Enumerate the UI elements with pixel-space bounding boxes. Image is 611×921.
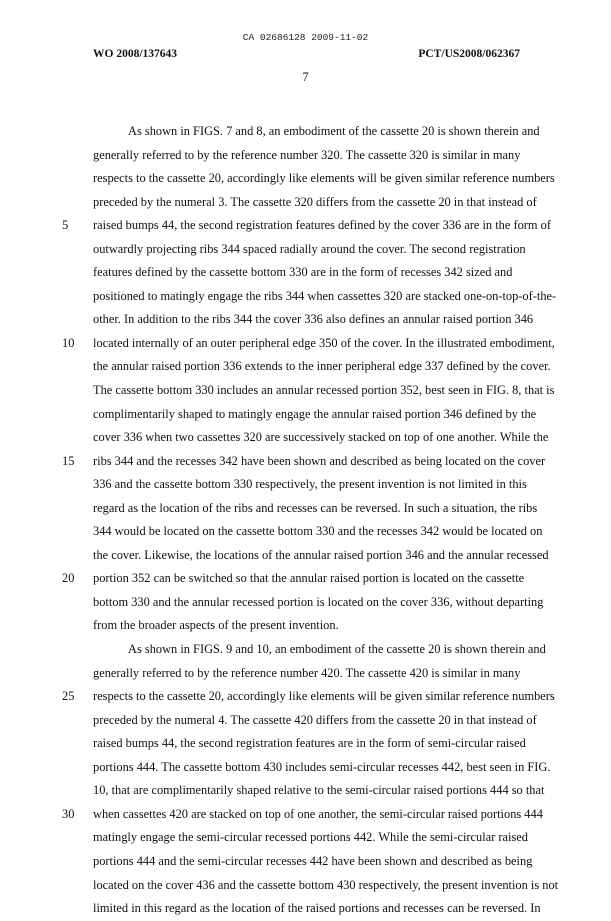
line-text: generally referred to by the reference number 320. The cassette 320 is similar in many: [93, 147, 521, 162]
line-text: regard as the location of the ribs and recesses can be reversed. In such a situation, the ribs: [93, 500, 538, 515]
line-text: bottom 330 and the annular recessed portion is located on the cover 336, without departing: [93, 594, 544, 609]
line-number: 10: [62, 335, 75, 350]
line-number: 20: [62, 571, 75, 586]
text-line: [0, 403, 611, 427]
ca-filing-stamp: CA 02686128 2009-11-02: [242, 32, 369, 43]
line-text: the annular raised portion 336 extends to the inner peripheral edge 337 defined by the cover.: [93, 359, 551, 374]
line-text: cover 336 when two cassettes 320 are successively stacked on top of one another. While the: [93, 430, 549, 445]
application-number: PCT/US2008/062367: [418, 48, 520, 60]
page-number: 7: [302, 70, 309, 84]
line-text: complimentarily shaped to matingly engage the annular raised portion 346 defined by the: [93, 406, 537, 421]
line-text: outwardly projecting ribs 344 spaced radially around the cover. The second registration: [93, 241, 526, 256]
text-line: [0, 591, 611, 615]
line-text: 10, that are complimentarily shaped relative to the semi-circular raised portions 444 so that: [93, 783, 545, 798]
line-text: respects to the cassette 20, accordingly like elements will be given similar reference numbers: [93, 171, 555, 186]
line-text: preceded by the numeral 3. The cassette 320 differs from the cassette 20 in that instead of: [93, 194, 537, 209]
publication-number: WO 2008/137643: [93, 48, 178, 60]
text-line: [0, 826, 611, 850]
text-line: [0, 261, 611, 285]
line-text: from the broader aspects of the present invention.: [93, 618, 339, 633]
text-line: [0, 779, 611, 803]
text-line: [0, 473, 611, 497]
line-text: raised bumps 44, the second registration features are in the form of semi-circular raised: [93, 736, 526, 751]
line-text: other. In addition to the ribs 344 the cover 336 also defines an annular raised portion 346: [93, 312, 534, 327]
text-line: [0, 450, 611, 474]
text-line: [0, 167, 611, 191]
text-line: [0, 120, 611, 144]
text-line: [0, 874, 611, 898]
text-line: [0, 897, 611, 921]
text-line: [0, 803, 611, 827]
line-text: when cassettes 420 are stacked on top of one another, the semi-circular raised portions 444: [93, 806, 543, 821]
line-number: 25: [62, 689, 75, 704]
text-line: [0, 144, 611, 168]
line-text: matingly engage the semi-circular recessed portions 442. While the semi-circular raised: [93, 830, 529, 845]
line-text: respects to the cassette 20, accordingly like elements will be given similar reference numbers: [93, 689, 555, 704]
text-line: [0, 614, 611, 638]
line-text: preceded by the numeral 4. The cassette 420 differs from the cassette 20 in that instead of: [93, 712, 537, 727]
text-line: [0, 379, 611, 403]
text-line: [0, 544, 611, 568]
text-line: [0, 567, 611, 591]
line-text: As shown in FIGS. 9 and 10, an embodiment of the cassette 20 is shown therein and: [128, 642, 546, 657]
line-text: located internally of an outer peripheral edge 350 of the cover. In the illustrated embodiment,: [93, 335, 555, 350]
line-number: 5: [62, 218, 69, 233]
text-line: [0, 497, 611, 521]
line-text: 336 and the cassette bottom 330 respectively, the present invention is not limited in this: [93, 477, 527, 492]
text-line: [0, 191, 611, 215]
text-line: [0, 638, 611, 662]
text-line: [0, 850, 611, 874]
text-line: [0, 332, 611, 356]
line-number: 30: [62, 806, 75, 821]
text-line: [0, 355, 611, 379]
text-line: [0, 238, 611, 262]
text-line: [0, 426, 611, 450]
line-text: As shown in FIGS. 7 and 8, an embodiment of the cassette 20 is shown therein and: [128, 124, 540, 138]
body-text: [0, 120, 611, 921]
line-text: portions 444. The cassette bottom 430 includes semi-circular recesses 442, best seen in FIG.: [93, 759, 551, 774]
line-text: generally referred to by the reference number 420. The cassette 420 is similar in many: [93, 665, 521, 680]
text-line: [0, 214, 611, 238]
line-text: portions 444 and the semi-circular recesses 442 have been shown and described as being: [93, 853, 533, 868]
line-text: features defined by the cassette bottom 330 are in the form of recesses 342 sized and: [93, 265, 513, 280]
text-line: [0, 520, 611, 544]
line-text: portion 352 can be switched so that the annular raised portion is located on the cassette: [93, 571, 525, 586]
line-text: located on the cover 436 and the cassette bottom 430 respectively, the present invention is not: [93, 877, 559, 892]
line-number: 15: [62, 453, 75, 468]
line-text: raised bumps 44, the second registration features defined by the cover 336 are in the form of: [93, 218, 551, 233]
text-line: [0, 709, 611, 733]
line-text: limited in this regard as the location of the raised portions and recesses can be reversed. In: [93, 901, 541, 916]
line-text: 344 would be located on the cassette bottom 330 and the recesses 342 would be located on: [93, 524, 543, 539]
text-line: [0, 756, 611, 780]
line-text: The cassette bottom 330 includes an annular recessed portion 352, best seen in FIG. 8, that is: [93, 383, 555, 398]
line-text: the cover. Likewise, the locations of the annular raised portion 346 and the annular recessed: [93, 547, 549, 562]
text-line: [0, 662, 611, 686]
text-line: [0, 308, 611, 332]
text-line: [0, 685, 611, 709]
text-line: [0, 732, 611, 756]
line-text: positioned to matingly engage the ribs 344 when cassettes 320 are stacked one-on-top-of-the-: [93, 288, 557, 303]
line-text: ribs 344 and the recesses 342 have been shown and described as being located on the cover: [93, 453, 546, 468]
text-line: [0, 285, 611, 309]
